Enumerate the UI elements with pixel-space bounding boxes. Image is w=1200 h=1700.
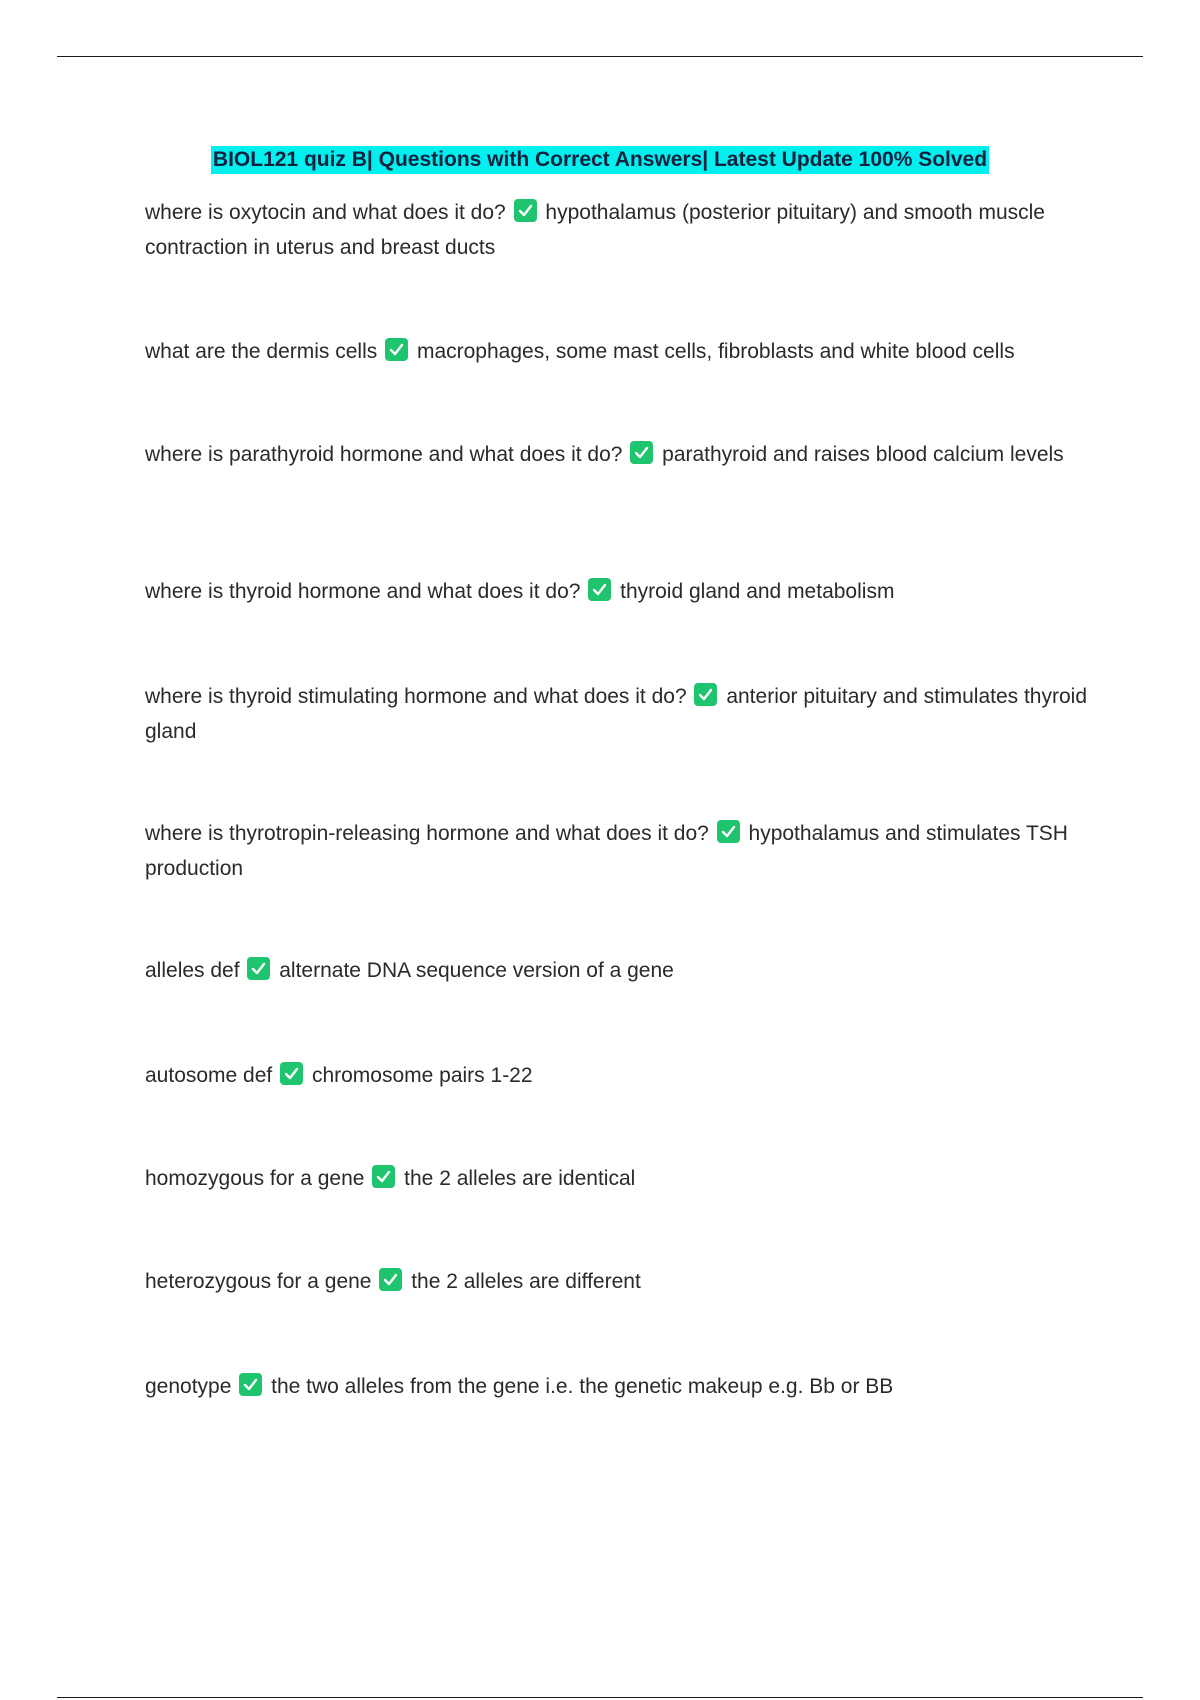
top-rule bbox=[57, 56, 1143, 57]
answer-text: anterior pituitary and stimulates thyroid gland bbox=[145, 685, 1087, 743]
qa-item bbox=[145, 575, 1095, 680]
qa-item bbox=[145, 1059, 1095, 1162]
document-title: BIOL121 quiz B| Questions with Correct Answers| Latest Update 100% Solved bbox=[211, 146, 989, 174]
qa-list bbox=[145, 196, 1095, 1410]
qa-item bbox=[145, 196, 1095, 335]
answer-text: hypothalamus (posterior pituitary) and smooth muscle contraction in uterus and breast ducts bbox=[145, 201, 1045, 259]
answer-text: thyroid gland and metabolism bbox=[620, 580, 895, 603]
check-mark-icon bbox=[372, 1165, 395, 1188]
question-text: where is thyrotropin-releasing hormone and what does it do? bbox=[145, 822, 709, 845]
qa-item bbox=[145, 1370, 1095, 1410]
check-mark-icon bbox=[694, 683, 717, 706]
answer-text: the 2 alleles are different bbox=[411, 1270, 641, 1293]
question-text: homozygous for a gene bbox=[145, 1167, 365, 1190]
title-container bbox=[0, 146, 1200, 174]
qa-item bbox=[145, 438, 1095, 575]
question-text: where is thyroid hormone and what does it do? bbox=[145, 580, 581, 603]
check-mark-icon bbox=[630, 441, 653, 464]
qa-item bbox=[145, 335, 1095, 438]
answer-text: macrophages, some mast cells, fibroblasts and white blood cells bbox=[416, 340, 1015, 363]
question-text: heterozygous for a gene bbox=[145, 1270, 372, 1293]
check-mark-icon bbox=[280, 1062, 303, 1085]
qa-item bbox=[145, 1265, 1095, 1370]
answer-text: the 2 alleles are identical bbox=[404, 1167, 636, 1190]
check-mark-icon bbox=[588, 578, 611, 601]
check-mark-icon bbox=[239, 1373, 262, 1396]
answer-text: hypothalamus and stimulates TSH production bbox=[145, 822, 1068, 880]
question-text: where is thyroid stimulating hormone and what does it do? bbox=[145, 685, 687, 708]
qa-item bbox=[145, 1162, 1095, 1265]
question-text: where is parathyroid hormone and what does it do? bbox=[145, 443, 623, 466]
check-mark-icon bbox=[385, 338, 408, 361]
check-mark-icon bbox=[247, 957, 270, 980]
bottom-rule bbox=[57, 1697, 1143, 1698]
answer-text: alternate DNA sequence version of a gene bbox=[279, 959, 674, 982]
question-text: alleles def bbox=[145, 959, 240, 982]
check-mark-icon bbox=[717, 820, 740, 843]
question-text: what are the dermis cells bbox=[145, 340, 378, 363]
question-text: autosome def bbox=[145, 1064, 273, 1087]
answer-text: parathyroid and raises blood calcium levels bbox=[662, 443, 1064, 466]
qa-item bbox=[145, 817, 1095, 954]
answer-text: the two alleles from the gene i.e. the genetic makeup e.g. Bb or BB bbox=[271, 1375, 894, 1398]
qa-item bbox=[145, 680, 1095, 817]
question-text: genotype bbox=[145, 1375, 232, 1398]
answer-text: chromosome pairs 1-22 bbox=[311, 1064, 533, 1087]
check-mark-icon bbox=[379, 1268, 402, 1291]
check-mark-icon bbox=[514, 199, 537, 222]
question-text: where is oxytocin and what does it do? bbox=[145, 201, 506, 224]
qa-item bbox=[145, 954, 1095, 1059]
